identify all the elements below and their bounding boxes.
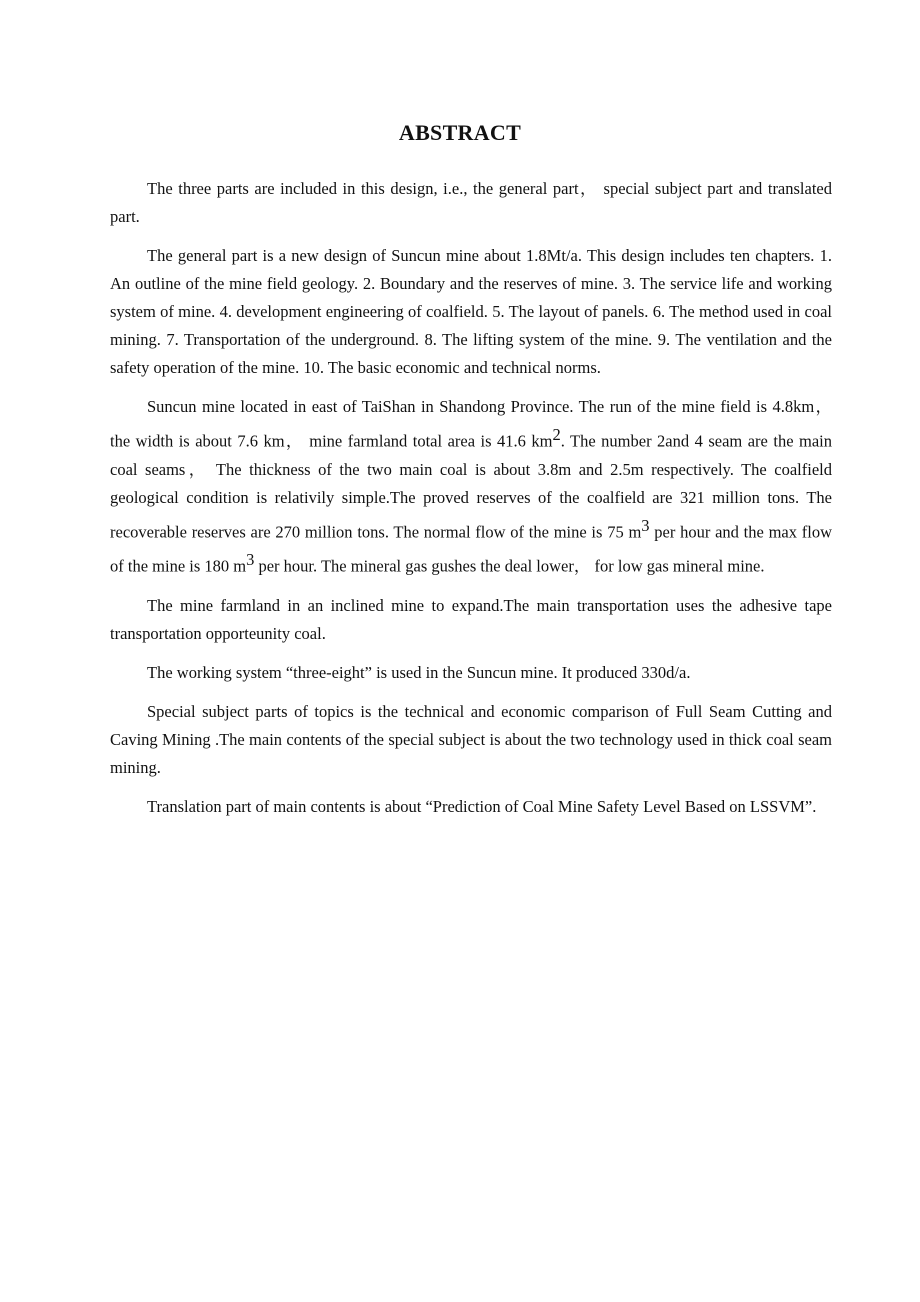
mine-text-d: per hour. The mineral gas gushes the deal lower， for low gas mineral mine. [254, 556, 765, 576]
abstract-title: ABSTRACT [398, 120, 522, 145]
paragraph-special-subject: Special subject parts of topics is the technical and economic comparison of Full Seam Cutting and Caving Mining .The main contents of the special subject is about the two technology used in thick coal seam mining. [110, 701, 832, 777]
superscript-flow-unit: 3 [641, 515, 650, 535]
paragraph-mine-description [110, 393, 832, 581]
paragraph-working-system: The working system “three-eight” is used in the Suncun mine. It produced 330d/a. [147, 662, 691, 682]
mine-text-c: per hour and the max flow of the mine is 180 m [110, 522, 832, 576]
paragraph-general-part: The general part is a new design of Suncun mine about 1.8Mt/a. This design includes ten chapters. 1. An outline of the mine field geology. 2. Boundary and the reserves of mine. 3. The service life and working system of mine. 4. development engineering of coalfield. 5. The layout of panels. 6. The method used in coal mining. 7. Transportation of the underground. 8. The lifting system of the mine. 9. The ventilation and the safety operation of the mine. 10. The basic economic and technical norms. [110, 246, 832, 377]
superscript-max-flow-unit: 3 [246, 550, 255, 569]
paragraph-parts-overview: The three parts are included in this design, i.e., the general part， special subject part and translated part. [110, 179, 832, 226]
mine-text-b: . The number 2and 4 seam are the main coal seams， The thickness of the two main coal is about 3.8m and 2.5m respectively. The coalfield geological condition is relativily simple.The proved reserves of the coalfield are 321 million tons. The recoverable reserves are 270 million tons. The normal flow of the mine is 75 m [110, 431, 832, 541]
paragraph-translation-part: Translation part of main contents is about “Prediction of Coal Mine Safety Level Based on LSSVM”. [147, 796, 817, 816]
mine-text-a: Suncun mine located in east of TaiShan in Shandong Province. The run of the mine field is 4.8km， the width is about 7.6 km， mine farmland total area is 41.6 km [110, 397, 832, 451]
superscript-area-unit: 2 [552, 425, 561, 444]
abstract-body [110, 175, 832, 832]
paragraph-transportation: The mine farmland in an inclined mine to expand.The main transportation uses the adhesive tape transportation opporteunity coal. [110, 595, 832, 643]
